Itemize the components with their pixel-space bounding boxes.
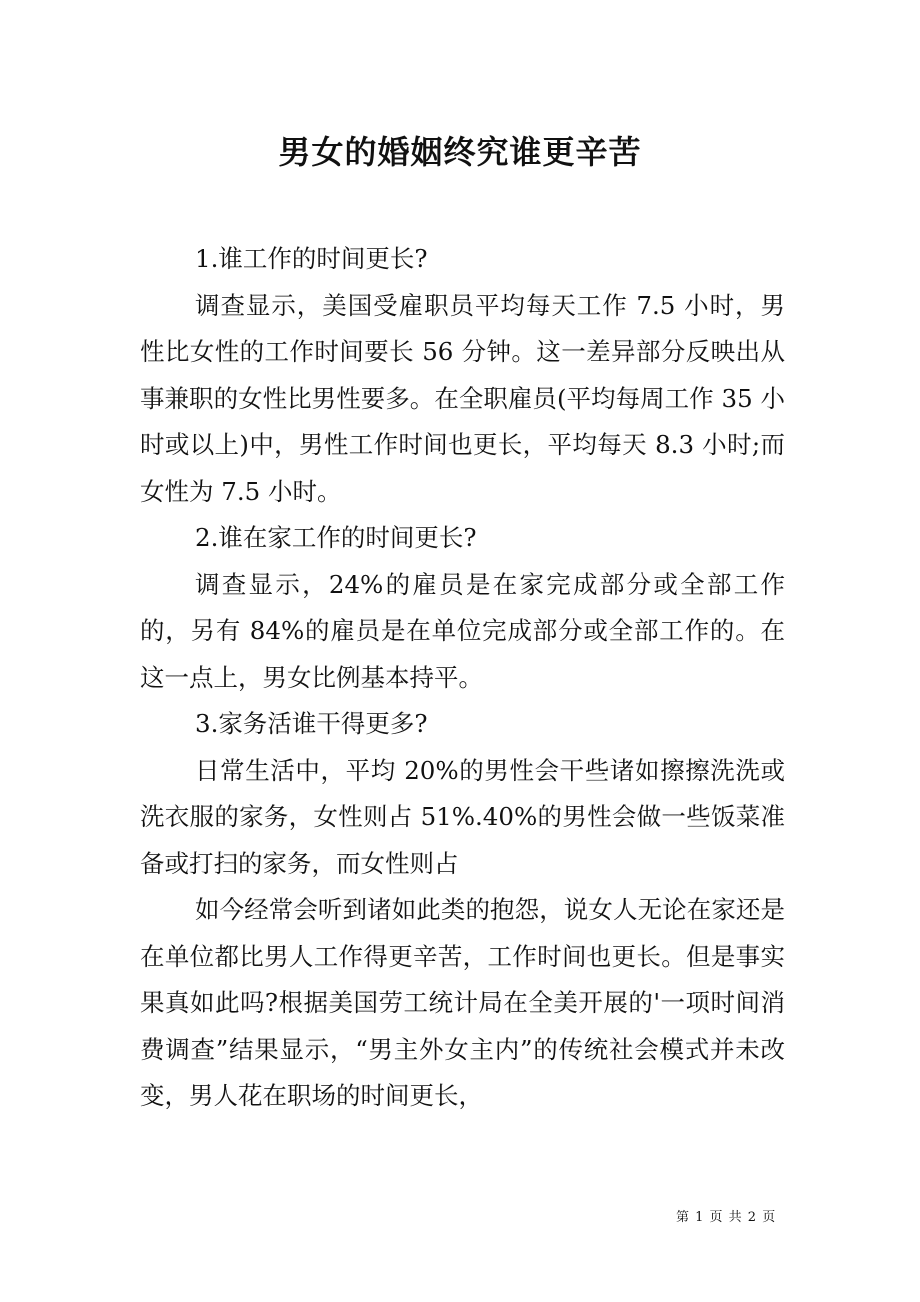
document-title: 男女的婚姻终究谁更辛苦 [278, 133, 642, 171]
section-heading-2: 2.谁在家工作的时间更长? [195, 523, 477, 552]
document-body [140, 236, 785, 1120]
paragraph-work-hours: 调查显示，美国受雇职员平均每天工作 7.5 小时，男性比女性的工作时间要长 56 分钟。这一差异部分反映出从事兼职的女性比男性要多。在全职雇员(平均每周工作 35 小时或以上)中，男性工作时间也更长，平均每天 8.3 小时;而女性为 7.5 小时。 [140, 290, 785, 506]
section-heading-3: 3.家务活谁干得更多? [195, 709, 428, 738]
paragraph-intro: 如今经常会听到诸如此类的抱怨，说女人无论在家还是在单位都比男人工作得更辛苦，工作时间也更长。但是事实果真如此吗?根据美国劳工统计局在全美开展的'一项时间消费调查”结果显示，“男主外女主内”的传统社会模式并未改变，男人花在职场的时间更长， [140, 895, 785, 1110]
section-heading-1: 1.谁工作的时间更长? [195, 244, 428, 273]
paragraph-housework: 日常生活中，平均 20%的男性会干些诸如擦擦洗洗或洗衣服的家务，女性则占 51%.40%的男性会做一些饭菜准备或打扫的家务，而女性则占 [140, 755, 785, 878]
page-number-footer: 第 1 页 共 2 页 [676, 1210, 777, 1225]
paragraph-work-from-home: 调查显示，24%的雇员是在家完成部分或全部工作的，另有 84%的雇员是在单位完成部分或全部工作的。在这一点上，男女比例基本持平。 [140, 569, 785, 692]
